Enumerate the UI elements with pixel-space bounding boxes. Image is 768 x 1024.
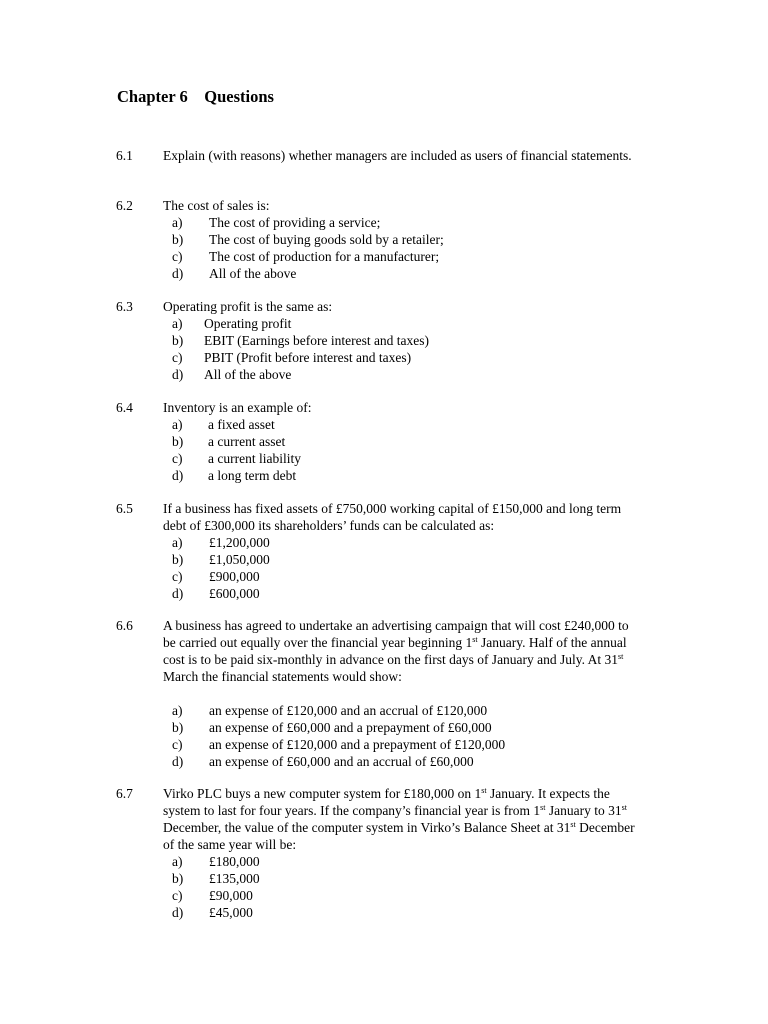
option-letter: b) [172, 871, 184, 886]
question-number: 6.7 [116, 786, 133, 801]
option-letter: b) [172, 552, 184, 567]
option-letter: d) [172, 367, 184, 382]
question-stem: The cost of sales is: [163, 198, 270, 213]
question-stem: Explain (with reasons) whether managers are included as users of financial statements. [163, 148, 632, 163]
option-text: All of the above [209, 266, 297, 281]
option-text: £900,000 [209, 569, 260, 584]
question-stem: Virko PLC buys a new computer system for £180,000 on 1st January. It expects the system to last for four years. If the company’s financial year is from 1st January to 31st December, the value of the computer system in Virko’s Balance Sheet at 31st December of the same year will be: [163, 786, 635, 852]
option-letter: a) [172, 703, 183, 718]
option-text: £1,200,000 [209, 535, 270, 550]
option-text: £90,000 [209, 888, 253, 903]
option-letter: b) [172, 434, 184, 449]
option-text: The cost of providing a service; [209, 215, 381, 230]
option-letter: a) [172, 316, 183, 331]
option-letter: c) [172, 249, 183, 264]
option-text: PBIT (Profit before interest and taxes) [204, 350, 412, 365]
question-stem: Operating profit is the same as: [163, 299, 333, 314]
option-letter: d) [172, 754, 184, 769]
question-number: 6.6 [116, 618, 133, 633]
option-letter: d) [172, 468, 184, 483]
option-text: The cost of buying goods sold by a retailer; [209, 232, 444, 247]
option-text: EBIT (Earnings before interest and taxes) [204, 333, 430, 348]
option-letter: b) [172, 720, 184, 735]
question-number: 6.1 [116, 148, 133, 163]
option-text: £600,000 [209, 586, 260, 601]
option-letter: a) [172, 535, 183, 550]
option-text: a current liability [208, 451, 301, 466]
option-text: an expense of £60,000 and a prepayment of £60,000 [209, 720, 492, 735]
option-text: The cost of production for a manufacturer; [209, 249, 440, 264]
question-number: 6.3 [116, 299, 133, 314]
option-letter: c) [172, 569, 183, 584]
question-number: 6.2 [116, 198, 133, 213]
question-stem: If a business has fixed assets of £750,000 working capital of £150,000 and long term debt of £300,000 its shareholders’ funds can be calculated as: [163, 501, 622, 533]
option-letter: c) [172, 350, 183, 365]
option-letter: d) [172, 266, 184, 281]
option-text: a long term debt [208, 468, 297, 483]
option-text: a current asset [208, 434, 286, 449]
option-letter: d) [172, 905, 184, 920]
question-number: 6.4 [116, 400, 133, 415]
question-number: 6.5 [116, 501, 133, 516]
option-text: an expense of £120,000 and an accrual of £120,000 [209, 703, 488, 718]
option-letter: d) [172, 586, 184, 601]
chapter-title: Chapter 6 Questions [117, 87, 274, 106]
option-text: Operating profit [204, 316, 292, 331]
option-letter: c) [172, 737, 183, 752]
option-letter: a) [172, 417, 183, 432]
option-text: £45,000 [209, 905, 253, 920]
option-text: an expense of £60,000 and an accrual of £60,000 [209, 754, 474, 769]
option-text: an expense of £120,000 and a prepayment of £120,000 [209, 737, 506, 752]
option-letter: c) [172, 888, 183, 903]
option-letter: b) [172, 333, 184, 348]
question-stem: Inventory is an example of: [163, 400, 312, 415]
option-text: a fixed asset [208, 417, 275, 432]
option-letter: a) [172, 215, 183, 230]
option-letter: c) [172, 451, 183, 466]
question-stem: A business has agreed to undertake an advertising campaign that will cost £240,000 to be carried out equally over the financial year beginning 1st January. Half of the annual cost is to be paid six-monthly in advance on the first days of January and July. At 31st March the financial statements would show: [163, 618, 629, 684]
option-text: All of the above [204, 367, 292, 382]
option-letter: b) [172, 232, 184, 247]
option-text: £1,050,000 [209, 552, 270, 567]
option-letter: a) [172, 854, 183, 869]
option-text: £135,000 [209, 871, 260, 886]
option-text: £180,000 [209, 854, 260, 869]
